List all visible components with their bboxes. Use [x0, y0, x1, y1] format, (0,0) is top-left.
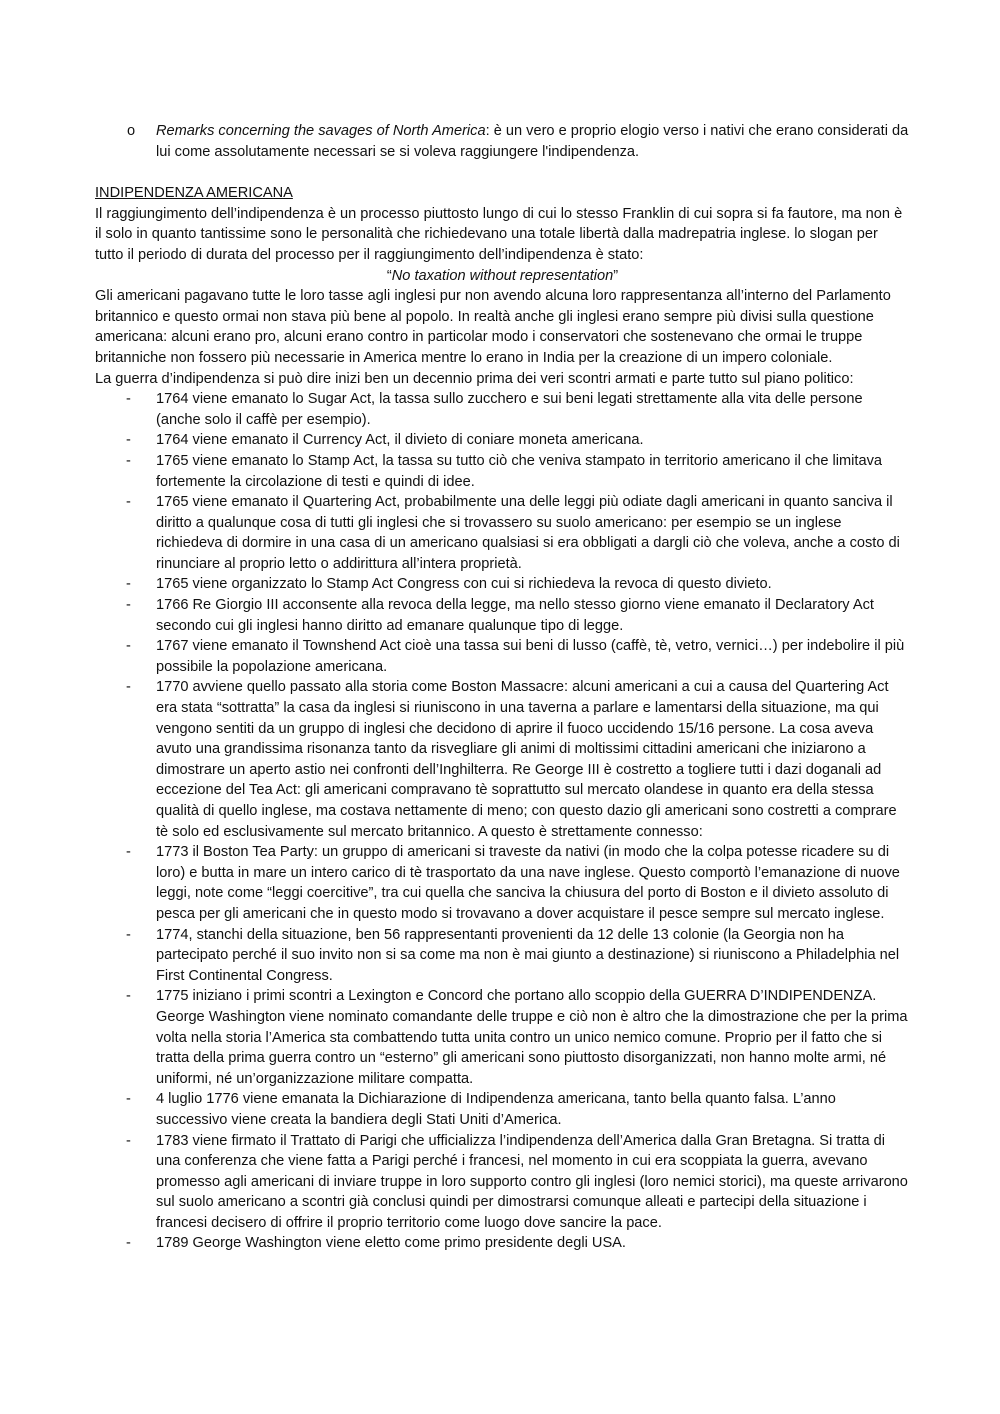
- slogan-close-quote: ”: [613, 267, 619, 284]
- dash-bullet-icon: -: [126, 1132, 131, 1149]
- slogan: [95, 266, 910, 287]
- dash-bullet-icon: -: [126, 679, 131, 696]
- list-item: [95, 389, 910, 430]
- paragraph-1: Il raggiungimento dell’indipendenza è un processo piuttosto lungo di cui lo stesso Franklin di cui sopra si fa fautore, ma non è il solo in quanto tantissime sono le personalità che richiedevano una totale libertà dalla madrepatria inglese. lo slogan per tutto il periodo di durata del processo per il raggiungimento dell’indipendenza è stato:: [95, 205, 903, 263]
- dash-bullet-icon: -: [126, 844, 131, 861]
- dash-bullet-icon: -: [126, 597, 131, 614]
- list-item-text: 1775 iniziano i primi scontri a Lexington e Concord che portano allo scoppio della GUERRA D’INDIPENDENZA. George Washington viene nominato comandante delle truppe e ciò non è altro che la dimostrazione che per la prima volta nella storia l’America sta combattendo tutta unita contro un unico nemico comune. Proprio per il fatto che si tratta della prima guerra contro un “esterno” gli americani sono piuttosto disorganizzati, non hanno molte armi, né uniformi, né un’organizzazione militare compatta.: [156, 988, 908, 1087]
- list-item-text: 1765 viene emanato il Quartering Act, probabilmente una delle leggi più odiate dagli americani in quanto sanciva il diritto a qualunque cosa di tutti gli inglesi che si trovassero su suolo americano: per esempio se un inglese richiedeva di dormire in una casa di un americano qualsiasi si era obbligati a dargli ciò che voleva, anche a costo di rinunciare al proprio letto o addirittura all’intera proprietà.: [156, 494, 900, 572]
- dash-bullet-icon: -: [126, 576, 131, 593]
- list-item: [95, 451, 910, 492]
- dash-bullet-icon: -: [126, 452, 131, 469]
- section-heading: INDIPENDENZA AMERICANA: [95, 185, 293, 202]
- list-item-text: 4 luglio 1776 viene emanata la Dichiarazione di Indipendenza americana, tanto bella quanto falsa. L’anno successivo viene creata la bandiera degli Stati Uniti d’America.: [156, 1091, 836, 1128]
- list-item-text: 1765 viene organizzato lo Stamp Act Congress con cui si richiedeva la revoca di questo divieto.: [156, 576, 772, 593]
- list-item: [95, 636, 910, 677]
- list-item: [95, 925, 910, 987]
- list-item-text: 1764 viene emanato lo Sugar Act, la tassa sullo zucchero e sui beni legati strettamente alla vita delle persone (anche solo il caffè per esempio).: [156, 391, 863, 428]
- intro-item-text: : è un vero e proprio elogio verso i nativi che erano considerati da lui come assolutamente necessari se si voleva raggiungere l'indipendenza.: [156, 123, 909, 160]
- dash-bullet-icon: -: [126, 1091, 131, 1108]
- intro-list: [95, 121, 910, 162]
- list-item: [95, 842, 910, 924]
- list-item: [95, 1233, 910, 1254]
- list-item-text: 1770 avviene quello passato alla storia come Boston Massacre: alcuni americani a cui a causa del Quartering Act era stata “sottratta” la casa da inglesi si riuniscono in una taverna a parlare e lamentarsi della situazione, ma qui vengono sentiti da un gruppo di inglesi che decidono di aprire il fuoco uccidendo 15/16 persone. La cosa aveva avuto una grandissima risonanza tanto da risvegliare gli animi di moltissimi cittadini americani che iniziarono a dimostrare un aperto astio nei confronti dell’Inghilterra. Re George III è costretto a togliere tutti i dazi doganali ad eccezione del Tea Act: gli americani compravano tè soprattutto sul mercato olandese in quanto era della stessa qualità di quello inglese, ma costava nettamente di meno; con questo dazio gli americani sono costretti a comprare tè solo ed esclusivamente sul mercato britannico. A questo è strettamente connesso:: [156, 679, 897, 840]
- document-page: [95, 121, 910, 1254]
- list-item: [95, 1089, 910, 1130]
- dash-bullet-icon: -: [126, 638, 131, 655]
- circle-bullet-icon: o: [127, 123, 136, 139]
- paragraph-2: Gli americani pagavano tutte le loro tasse agli inglesi pur non avendo alcuna loro rappresentanza all’interno del Parlamento britannico e questo ormai non stava più bene al popolo. In realtà anche gli inglesi erano sempre più divisi sulla questione americana: alcuni erano pro, alcuni erano contro in particolar modo i conservatori che sostenevano che ormai le truppe britanniche non fossero più necessarie in America mentre lo erano in India per la creazione di un impero coloniale.: [95, 288, 891, 366]
- list-item-text: 1783 viene firmato il Trattato di Parigi che ufficializza l’indipendenza dell’America dalla Gran Bretagna. Si tratta di una conferenza che viene fatta a Parigi perché i francesi, nel momento in cui era scoppiata la guerra, avevano promesso agli americani di inviare truppe in loro supporto contro gli inglesi (loro nemici storici), ma queste arrivarono sul suolo americano a scontri già conclusi quindi per dimostrarsi comunque alleati e partecipi della situazione i francesi decisero di offrire il proprio territorio come luogo dove sancire la pace.: [156, 1132, 908, 1231]
- dash-bullet-icon: -: [126, 391, 131, 408]
- events-list: [95, 389, 910, 1254]
- list-item-text: 1766 Re Giorgio III acconsente alla revoca della legge, ma nello stesso giorno viene emanato il Declaratory Act secondo cui gli inglesi hanno diritto ad emanare qualunque tipo di legge.: [156, 597, 874, 634]
- slogan-open-quote: “: [386, 267, 392, 284]
- dash-bullet-icon: -: [126, 1235, 131, 1252]
- list-item: [95, 574, 910, 595]
- dash-bullet-icon: -: [126, 432, 131, 449]
- dash-bullet-icon: -: [126, 494, 131, 511]
- list-item-text: 1789 George Washington viene eletto come primo presidente degli USA.: [156, 1235, 626, 1252]
- slogan-text: No taxation without representation: [391, 267, 614, 284]
- list-item: [95, 595, 910, 636]
- list-item: [95, 492, 910, 574]
- dash-bullet-icon: -: [126, 926, 131, 943]
- list-item-text: 1773 il Boston Tea Party: un gruppo di americani si traveste da nativi (in modo che la colpa potesse ricadere su di loro) e butta in mare un intero carico di tè trasportato da una nave inglese. Questo comportò l’emanazione di nuove leggi, note come “leggi coercitive”, tra cui quella che sanciva la chiusura del porto di Boston e il divieto assoluto di pesca per gli americani che in questo modo si trovavano a dover acquistare il pesce sempre sul mercato inglese.: [156, 844, 900, 922]
- list-item-text: 1774, stanchi della situazione, ben 56 rappresentanti provenienti da 12 delle 13 colonie (la Georgia non ha partecipato perché il suo invito non si sa come ma non è mai giunto a destinazione) si riuniscono a Philadelphia nel First Continental Congress.: [156, 926, 900, 984]
- list-item-text: 1764 viene emanato il Currency Act, il divieto di coniare moneta americana.: [156, 432, 644, 449]
- blank-line: [95, 162, 910, 183]
- list-item: [95, 1131, 910, 1234]
- intro-item-title: Remarks concerning the savages of North America: [156, 123, 486, 139]
- intro-list-item: [95, 121, 910, 162]
- paragraph-3: La guerra d’indipendenza si può dire inizi ben un decennio prima dei veri scontri armati e parte tutto sul piano politico:: [95, 370, 854, 387]
- list-item-text: 1767 viene emanato il Townshend Act cioè una tassa sui beni di lusso (caffè, tè, vetro, vernici…) per indebolire il più possibile la popolazione americana.: [156, 638, 905, 675]
- list-item-text: 1765 viene emanato lo Stamp Act, la tassa su tutto ciò che veniva stampato in territorio americano il che limitava fortemente la circolazione di testi e quindi di idee.: [156, 452, 883, 490]
- list-item: [95, 430, 910, 451]
- list-item: [95, 677, 910, 842]
- dash-bullet-icon: -: [126, 988, 131, 1005]
- list-item: [95, 986, 910, 1089]
